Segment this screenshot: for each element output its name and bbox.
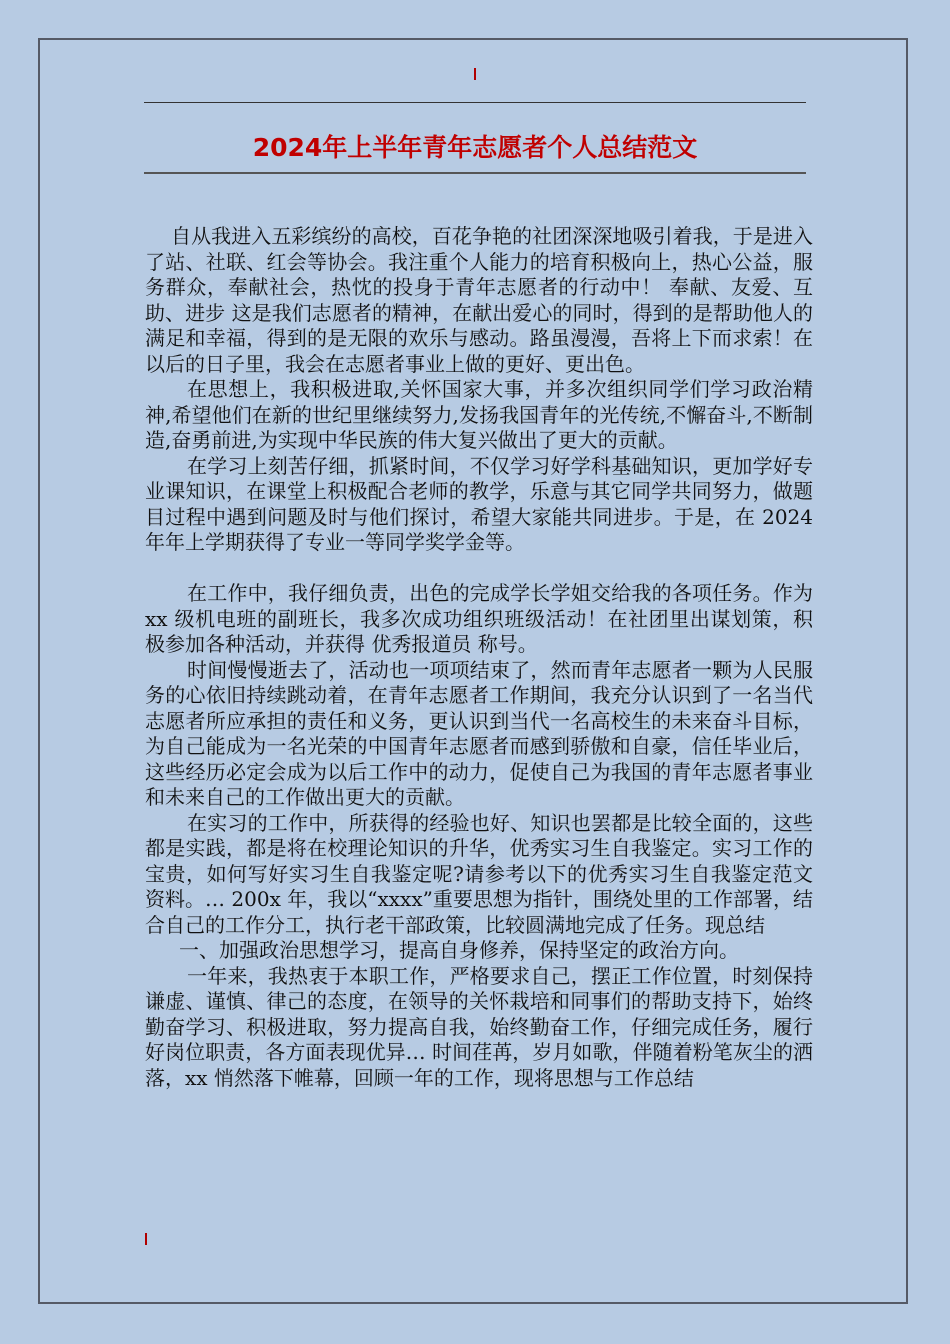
paragraph-thought: 在思想上，我积极进取,关怀国家大事，并多次组织同学们学习政治精神,希望他们在新的世纪里继续努力,发扬我国青年的光传统,不懈奋斗,不断制造,奋勇前进,为实现中华民族的伟大复兴做出了更大的贡献。 — [145, 377, 813, 452]
title-rule — [144, 172, 806, 174]
paragraph-gap — [145, 556, 813, 582]
paragraph-work: 在工作中，我仔细负责，出色的完成学长学姐交给我的各项任务。作为 xx 级机电班的副班长，我多次成功组织班级活动！在社团里出谋划策，积极参加各种活动，并获得 优秀报道员 称号。 — [145, 581, 813, 656]
header-rule — [144, 102, 806, 103]
paragraph-internship: 在实习的工作中，所获得的经验也好、知识也罢都是比较全面的，这些都是实践，都是将在校理论知识的升华，优秀实习生自我鉴定。实习工作的宝贵，如何写好实习生自我鉴定呢?请参考以下的优秀实习生自我鉴定范文资料。… 200x 年，我以“xxxx”重要思想为指针，围绕处里的工作部署，结合自己的工作分工，执行老干部政策，比较圆满地完成了任务。现总结 — [145, 810, 813, 937]
document-title: 2024年上半年青年志愿者个人总结范文 — [252, 133, 698, 162]
paragraph-time: 时间慢慢逝去了，活动也一项项结束了，然而青年志愿者一颗为人民服务的心依旧持续跳动着，在青年志愿者工作期间，我充分认识到了一名当代志愿者所应承担的责任和义务，更认识到当代一名高校生的未来奋斗目标，为自己能成为一名光荣的中国青年志愿者而感到骄傲和自豪，信任毕业后，这些经历必定会成为以后工作中的动力，促使自己为我国的青年志愿者事业和未来自己的工作做出更大的贡献。 — [145, 657, 813, 809]
footer-mark — [145, 1233, 147, 1245]
paragraph-study: 在学习上刻苦仔细，抓紧时间，不仅学习好学科基础知识，更加学好专业课知识，在课堂上积极配合老师的教学，乐意与其它同学共同努力，做题目过程中遇到问题及时与他们探讨，希望大家能共同进步。于是，在 2024 年年上学期获得了专业一等同学奖学金等。 — [145, 453, 813, 554]
header-mark — [474, 68, 476, 80]
section-heading-politics: 一、加强政治思想学习，提高自身修养，保持坚定的政治方向。 — [179, 938, 739, 962]
document-body — [145, 224, 813, 1091]
paragraph-intro: 自从我进入五彩缤纷的高校，百花争艳的社团深深地吸引着我，于是进入了站、社联、红会等协会。我注重个人能力的培育积极向上，热心公益，服务群众，奉献社会，热忱的投身于青年志愿者的行动中！ 奉献、友爱、互助、进步 这是我们志愿者的精神，在献出爱心的同时，得到的是帮助他人的满足和幸福，得到的是无限的欢乐与感动。路虽漫漫，吾将上下而求索！在以后的日子里，我会在志愿者事业上做的更好、更出色。 — [145, 224, 813, 376]
paragraph-year: 一年来，我热衷于本职工作，严格要求自己，摆正工作位置，时刻保持谦虚、谨慎、律己的态度，在领导的关怀栽培和同事们的帮助支持下，始终勤奋学习、积极进取，努力提高自我，始终勤奋工作，仔细完成任务，履行好岗位职责，各方面表现优异… 时间荏苒，岁月如歌，伴随着粉笔灰尘的洒落，xx 悄然落下帷幕，回顾一年的工作，现将思想与工作总结 — [145, 963, 813, 1090]
